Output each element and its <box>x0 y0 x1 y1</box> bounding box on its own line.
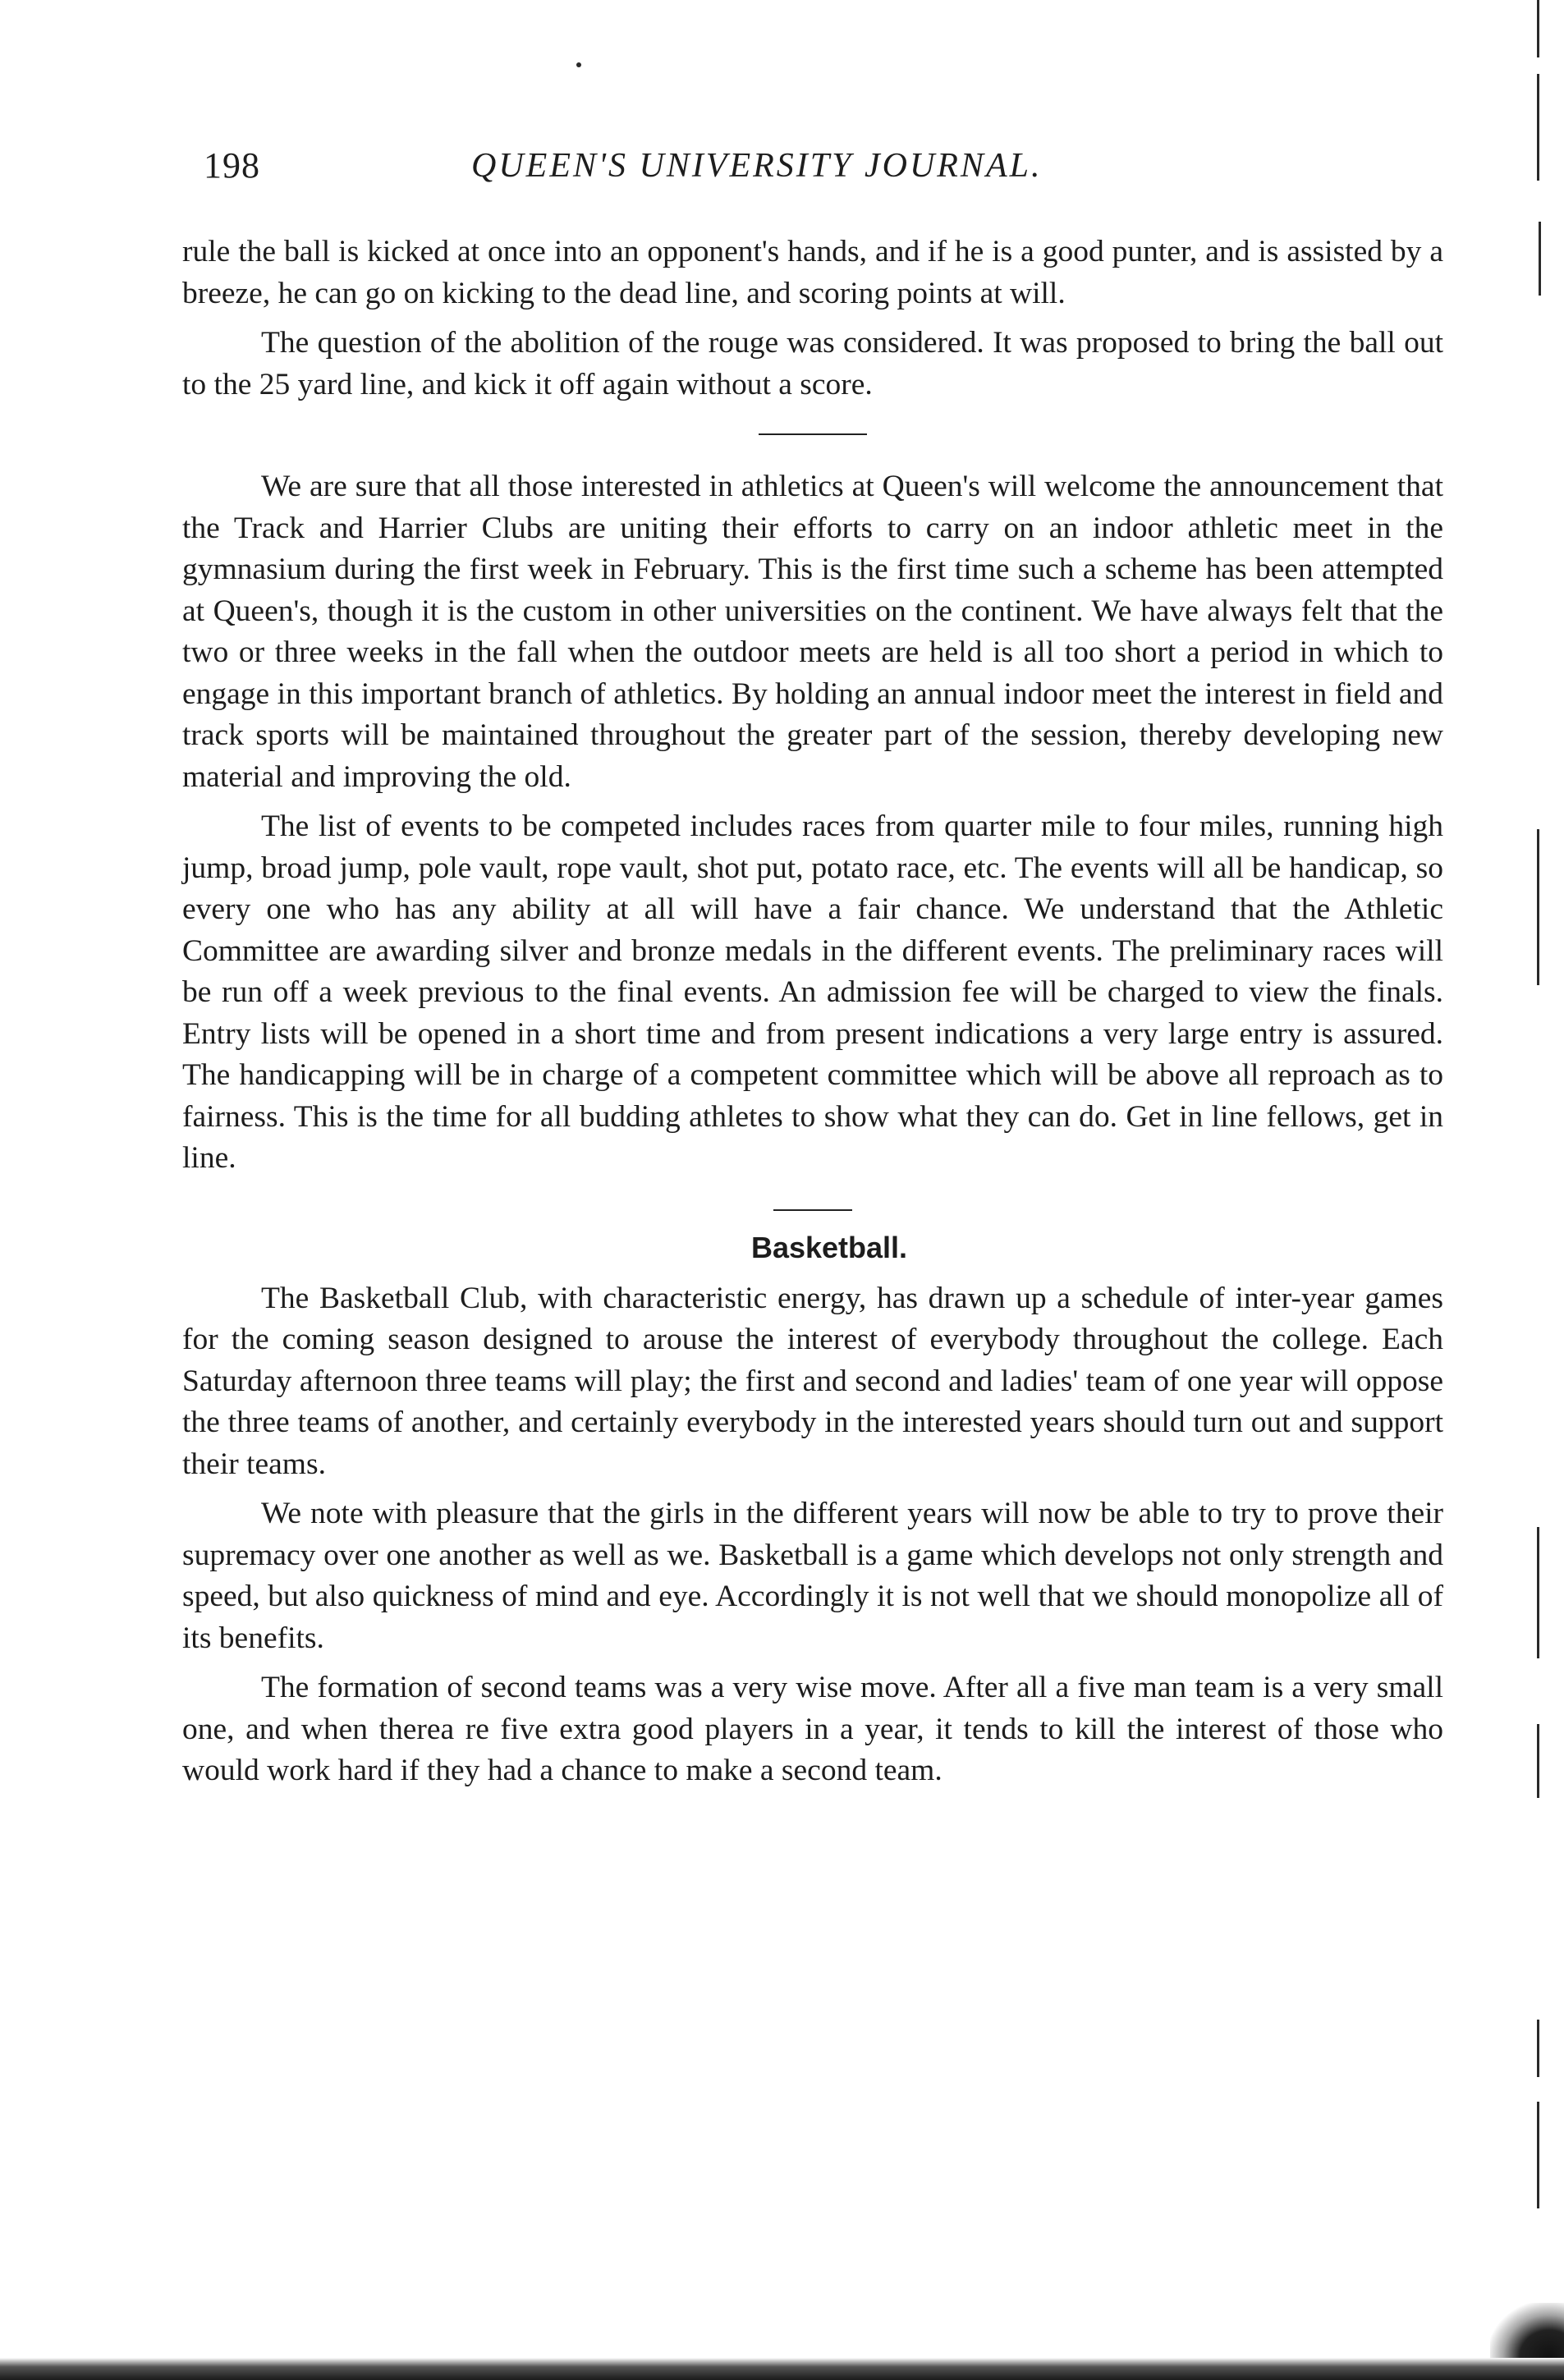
running-title: QUEEN'S UNIVERSITY JOURNAL. <box>471 147 1043 185</box>
scan-edge-line <box>1537 2102 1539 2208</box>
paragraph-basketball-girls: We note with pleasure that the girls in the different years will now be able to try to prove their supremacy over one another as well as we. Basketball is a game which develops not only strength and speed, but also quickness of mind and eye. Accordingly it is not well that we should monopolize all of its benefits. <box>182 1497 1443 1655</box>
ink-speck <box>576 62 581 67</box>
paragraph-continued: rule the ball is kicked at once into an opponent's hands, and if he is a good punter, and is assisted by a breeze, he can go on kicking to the dead line, and scoring points at will. <box>182 235 1443 310</box>
scan-edge-line <box>1537 829 1539 985</box>
paragraph-indoor-meet: We are sure that all those interested in athletics at Queen's will welcome the announcement that the Track and Harrier Clubs are uniting their efforts to carry on an indoor athletic meet in the gymnasium during the first week in February. This is the first time such a scheme has been attempted at Queen's, though it is the custom in other universities on the continent. We have always felt that the two or three weeks in the fall when the outdoor meets are held is all too short a period in which to engage in this important branch of athletics. By holding an annual indoor meet the interest in field and track sports will be maintained throughout the greater part of the session, thereby developing new material and improving the old. <box>182 470 1443 794</box>
page-header <box>204 144 1435 202</box>
paragraph-events-list: The list of events to be competed includes races from quarter mile to four miles, running high jump, broad jump, pole vault, rope vault, shot put, potato race, etc. The events will all be handicap, so every one who has any ability at all will have a fair chance. We understand that the Athletic Committee are awarding silver and bronze medals in the different events. The preliminary races will be run off a week previous to the final events. An admission fee will be charged to view the finals. Entry lists will be opened in a short time and from present indications a very large entry is assured. The handicapping will be in charge of a competent committee which will be above all reproach as to fairness. This is the time for all budding athletes to show what they can do. Get in line fellows, get in line. <box>182 809 1443 1175</box>
paragraph-basketball-second-teams: The formation of second teams was a very wise move. After all a five man team is a very small one, and when therea re five extra good players in a year, it tends to kill the interest of those who would work hard if they had a chance to make a second team. <box>182 1671 1443 1787</box>
scan-edge-line <box>1539 222 1541 296</box>
scan-edge-line <box>1537 2020 1539 2077</box>
page-number: 198 <box>204 145 260 186</box>
paragraph-basketball-schedule: The Basketball Club, with characteristic energy, has drawn up a schedule of inter-year games for the coming season designed to arouse the interest of everybody throughout the college. Each Saturday afternoon three teams will play; the first and second and ladies' team of one year will oppose the three teams of another, and certainly everybody in the interested years should turn out and support their teams. <box>182 1281 1443 1481</box>
paragraph-rouge: The question of the abolition of the rouge was considered. It was proposed to bring the ball out to the 25 yard line, and kick it off again without a score. <box>182 326 1443 401</box>
section-divider <box>773 1209 852 1211</box>
scan-edge-line <box>1537 74 1539 181</box>
scan-edge-line <box>1537 1527 1539 1658</box>
scan-bottom-shadow <box>0 2358 1564 2380</box>
section-heading-basketball: Basketball. <box>750 1230 908 1264</box>
scan-edge-line <box>1537 0 1539 57</box>
section-divider <box>759 433 867 435</box>
scan-edge-line <box>1537 1724 1539 1798</box>
text-column <box>182 232 1443 1792</box>
